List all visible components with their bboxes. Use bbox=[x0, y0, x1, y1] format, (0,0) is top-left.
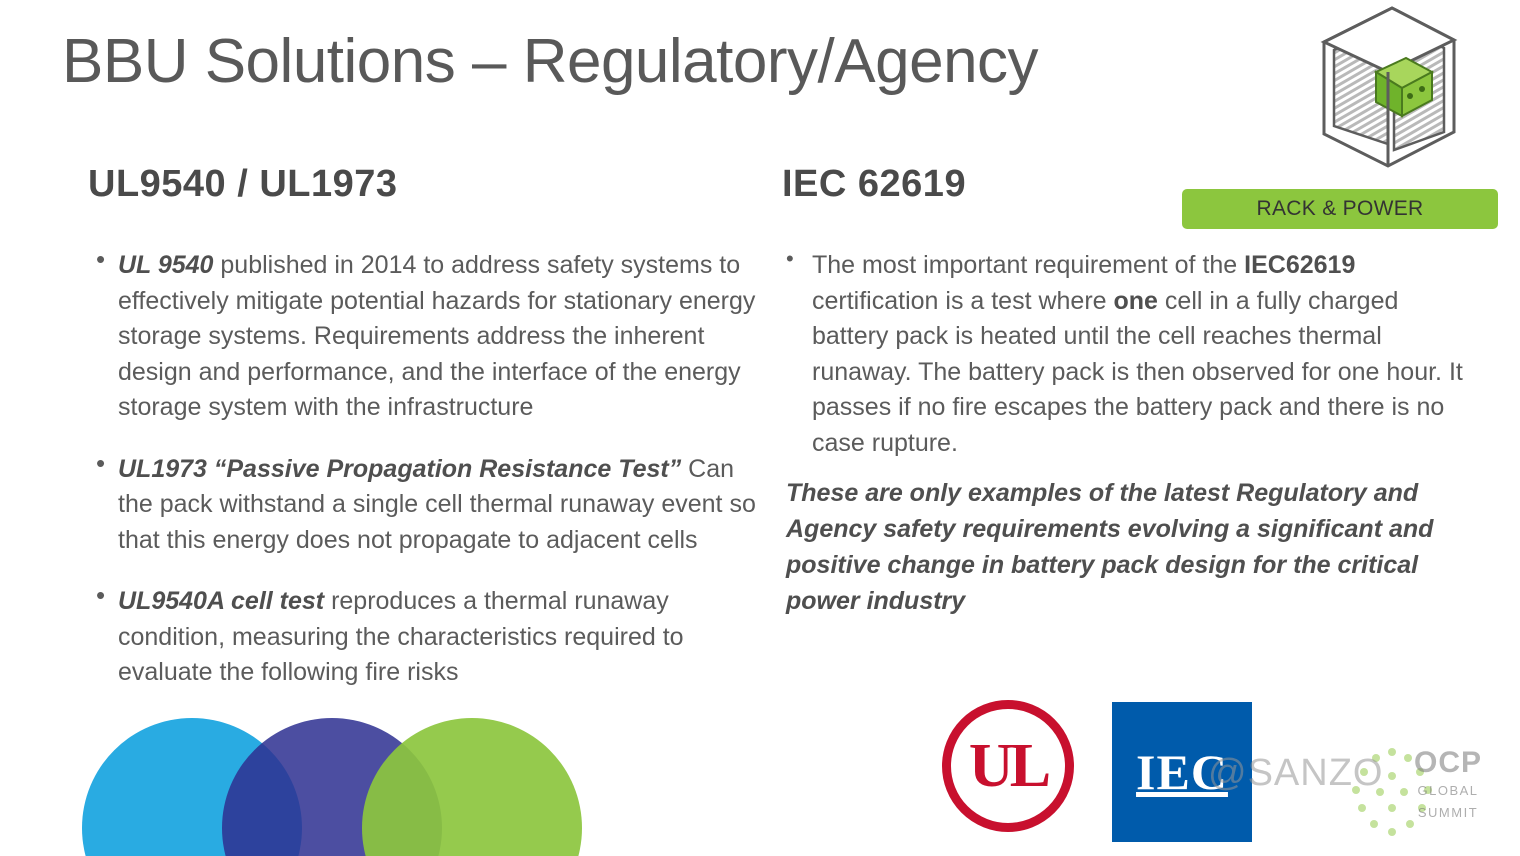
right-column-body bbox=[786, 248, 1476, 619]
iec-logo bbox=[1112, 702, 1252, 842]
bullet-lead-text: UL1973 “Passive Propagation Resistance Test” bbox=[118, 454, 682, 483]
decorative-circles bbox=[82, 708, 622, 856]
bullet-bold-one: one bbox=[1113, 286, 1158, 315]
ul-logo bbox=[942, 700, 1074, 832]
bullet-text-pre: The most important requirement of the bbox=[812, 251, 1245, 279]
page-title: BBU Solutions – Regulatory/Agency bbox=[62, 27, 1039, 96]
list-item bbox=[96, 248, 764, 426]
bullet-body-text: published in 2014 to address safety systems to effectively mitigate potential hazards for stationary energy storage systems. Requirements address the inherent design and performance, and the interface of the energy storage system with the infrastructure bbox=[118, 251, 756, 421]
summary-text: These are only examples of the latest Regulatory and Agency safety requirements evolving a significant and positive change in battery pack design for the critical power industry bbox=[786, 479, 1434, 615]
ocp-sub-global: GLOBAL bbox=[1417, 783, 1479, 798]
left-column-heading: UL9540 / UL1973 bbox=[88, 163, 398, 205]
bullet-text-post: cell in a fully charged battery pack is heated until the cell reaches thermal runaway. The battery pack is then observed for one hour. It passes if no fire escapes the battery pack and there is no case rupture. bbox=[812, 286, 1463, 457]
watermark: @SANZO bbox=[1208, 752, 1384, 794]
bullet-lead-text: UL9540A cell test bbox=[118, 587, 325, 615]
status-badge: RACK & POWER bbox=[1182, 189, 1498, 229]
bullet-body-text: reproduces a thermal runaway condition, measuring the characteristics required to evaluate the following fire risks bbox=[118, 587, 684, 686]
bullet-bold-iec: IEC62619 bbox=[1244, 251, 1356, 279]
list-item bbox=[96, 584, 764, 691]
ocp-sub-summit: SUMMIT bbox=[1417, 804, 1479, 820]
left-column-body bbox=[96, 248, 764, 717]
list-item bbox=[786, 248, 1476, 461]
bullet-body-text: Can the pack withstand a single cell thermal runaway event so that this energy does not propagate to adjacent cells bbox=[118, 454, 756, 554]
iec-logo-text: IEC bbox=[1136, 744, 1228, 800]
rack-isometric-icon bbox=[1284, 4, 1464, 176]
ocp-logo bbox=[1388, 748, 1508, 840]
bullet-lead-text: UL 9540 bbox=[118, 251, 214, 279]
right-column-heading: IEC 62619 bbox=[782, 163, 967, 205]
list-item bbox=[96, 452, 764, 559]
bullet-text-mid: certification is a test where bbox=[812, 286, 1114, 315]
ul-logo-text: UL bbox=[968, 732, 1048, 800]
ocp-logo-text: OCP bbox=[1413, 746, 1482, 779]
